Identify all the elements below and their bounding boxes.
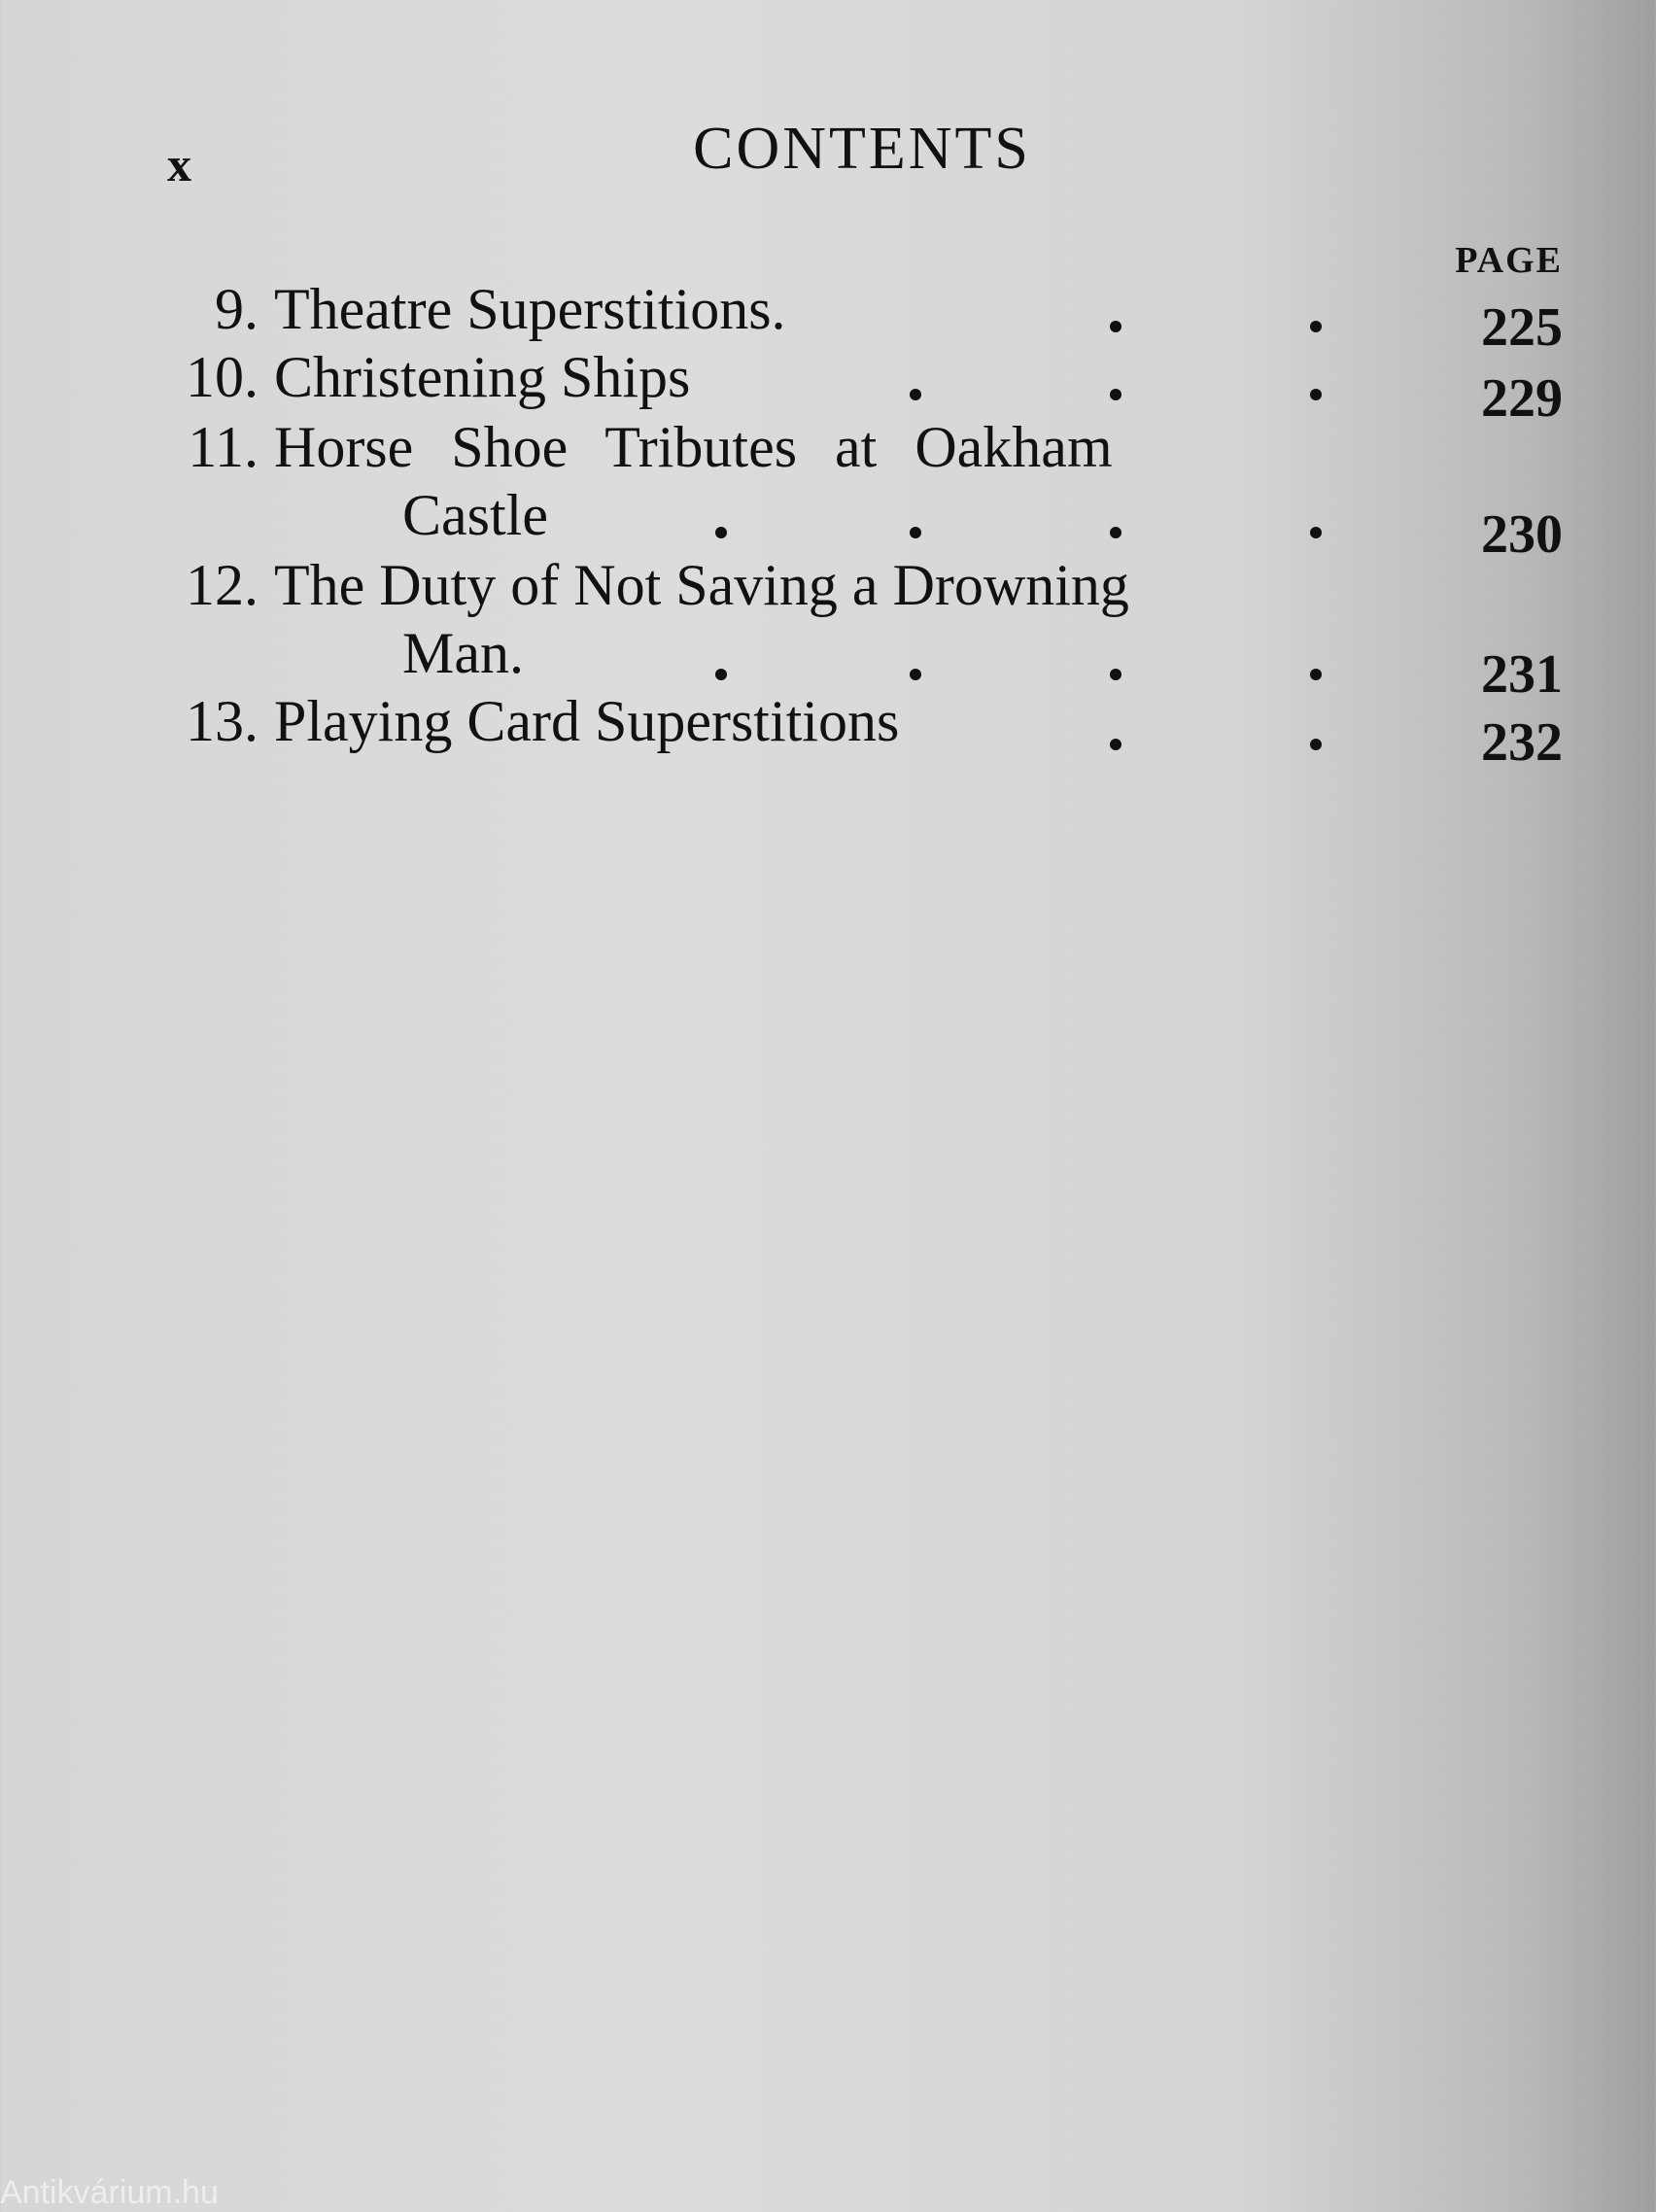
leader-dot: [1110, 669, 1121, 680]
leader-dot: [1310, 389, 1322, 400]
entry-page-number: 232: [1481, 712, 1563, 773]
entry-number: 9.: [215, 277, 259, 341]
leader-dot: [1110, 527, 1121, 538]
leader-dot: [1310, 321, 1322, 332]
entry-title: The Duty of Not Saving a Drowning: [274, 553, 1129, 617]
leader-dot: [1110, 739, 1121, 750]
entry-number: 13.: [186, 689, 259, 753]
entry-title: Horse Shoe Tributes at Oakham: [274, 415, 1113, 479]
page-title: CONTENTS: [693, 116, 1031, 182]
toc-entry-13: [163, 686, 899, 756]
entry-page-number: 225: [1481, 297, 1563, 358]
entry-page-number: 230: [1481, 504, 1563, 565]
leader-dot: [1110, 321, 1121, 332]
toc-entry-12: [163, 550, 1129, 620]
watermark: Antikvárium.hu: [0, 2174, 219, 2211]
leader-dot: [910, 389, 921, 400]
leader-dot: [1310, 739, 1322, 750]
leader-dot: [1110, 389, 1121, 400]
entry-title-continuation: Man.: [402, 621, 524, 685]
toc-entry-9: [163, 274, 786, 344]
entry-number: 11.: [188, 415, 259, 479]
entry-page-number: 229: [1481, 368, 1563, 429]
entry-title: Playing Card Superstitions: [274, 689, 900, 753]
entry-number: 10.: [186, 345, 259, 409]
entry-title: Theatre Superstitions.: [274, 277, 786, 341]
leader-dot: [910, 527, 921, 538]
entry-number: 12.: [186, 553, 259, 617]
entry-title-continuation: Castle: [402, 483, 548, 547]
leader-dot: [1310, 669, 1322, 680]
leader-dot: [715, 527, 727, 538]
toc-entry-11: [163, 412, 1113, 482]
page-folio: x: [167, 137, 191, 191]
toc-entry-10: [163, 342, 690, 412]
entry-page-number: 231: [1481, 644, 1563, 705]
entry-title: Christening Ships: [274, 345, 691, 409]
leader-dot: [1310, 527, 1322, 538]
page-column-label: PAGE: [1455, 240, 1563, 281]
leader-dot: [910, 669, 921, 680]
leader-dot: [715, 669, 727, 680]
